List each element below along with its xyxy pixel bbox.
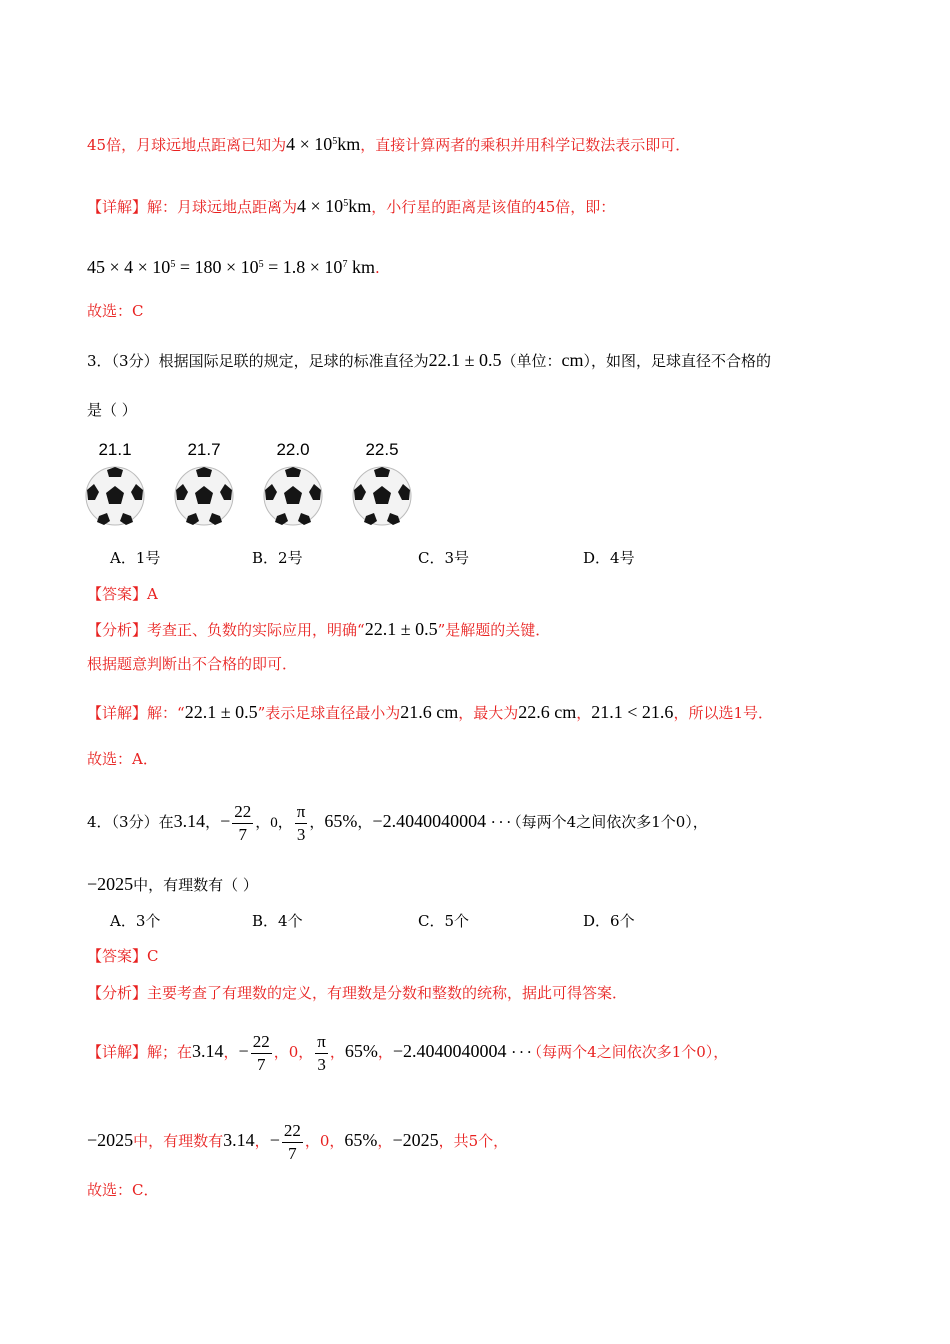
q4-option-b: B．4个 xyxy=(252,912,303,930)
q4-choose: 故选：C． xyxy=(87,1181,159,1199)
q3-option-a: A．1号 xyxy=(110,549,161,567)
ball-label-4: 22.5 xyxy=(365,440,399,459)
q3-choose: 故选：A． xyxy=(87,750,158,768)
fraction-22-7: $\frac{22}{7}$ xyxy=(252,1031,270,1074)
q3-option-d: D．4号 xyxy=(583,549,635,567)
fraction-pi-3: $\frac{\pi}{3}$ xyxy=(296,801,306,844)
q4-option-d: D．6个 xyxy=(583,912,635,930)
q3-analysis: 【分析】考查正、负数的实际应用，明确“22.1 ± 0.5”是解题的关键． xyxy=(87,619,551,639)
q4-option-c: C．5个 xyxy=(418,912,470,930)
fraction-pi-3: $\frac{\pi}{3}$ xyxy=(317,1031,326,1074)
q3-option-c: C．3号 xyxy=(418,549,470,567)
q4-detail-line1: 【详解】解；在3.14，− $\frac{22}{7}$ ，0， $\frac{\pi}{3}$ ，65%，−2.4040040004 ···（每两个4之间依次多1个0）， xyxy=(87,1031,729,1074)
q3-option-b: B．2号 xyxy=(252,549,303,567)
q4-stem-line2: −2025中，有理数有（ ） xyxy=(87,874,258,894)
ball-label-3: 22.0 xyxy=(276,440,310,459)
q4-analysis: 【分析】主要考查了有理数的定义，有理数是分数和整数的统称，据此可得答案． xyxy=(87,984,628,1002)
prev-calc-line: $45 \times 4 \times 10^5 = 180 \times 10^5 = 1.8 \times 10^7$ km. xyxy=(87,257,380,277)
q3-detail: 【详解】解：“22.1 ± 0.5”表示足球直径最小为21.6 cm，最大为22.6 cm，21.1 < 21.6，所以选1号． xyxy=(87,702,773,722)
prev-detail-line: 【详解】解：月球远地点距离为$4 \times 10^5km$，小行星的距离是该值的45倍，即： xyxy=(87,196,616,216)
soccer-ball-image-1 xyxy=(85,466,145,526)
ball-label-1: 21.1 xyxy=(98,440,132,459)
prev-analysis-line: 45倍，月球远地点距离已知为$4 \times 10^5km$，直接计算两者的乘积并用科学记数法表示即可． xyxy=(87,134,691,154)
q3-stem-line2: 是（ ） xyxy=(87,401,137,419)
q4-answer: 【答案】C xyxy=(87,947,159,965)
q4-stem-line1: 4．（3分）在3.14，− $\frac{22}{7}$ ，0， $\frac{\pi}{3}$ ，65%，−2.4040040004 ···（每两个4之间依次多1个0）， xyxy=(87,801,708,844)
q3-analysis-2: 根据题意判断出不合格的即可． xyxy=(87,655,298,673)
fraction-22-7: $\frac{22}{7}$ xyxy=(283,1120,301,1163)
ball-label-2: 21.7 xyxy=(187,440,221,459)
q3-answer: 【答案】A xyxy=(87,585,158,603)
soccer-ball-image-4 xyxy=(352,466,412,526)
q4-option-a: A．3个 xyxy=(110,912,161,930)
soccer-ball-image-3 xyxy=(263,466,323,526)
q3-stem-line1: 3．（3分）根据国际足联的规定，足球的标准直径为22.1 ± 0.5（单位：cm），如图，足球直径不合格的 xyxy=(87,350,772,370)
prev-choose: 故选：C xyxy=(87,302,144,320)
q4-detail-line2: −2025中，有理数有3.14，− $\frac{22}{7}$ ，0，65%，−2025，共5个， xyxy=(87,1120,509,1163)
soccer-ball-image-2 xyxy=(174,466,234,526)
fraction-22-7: $\frac{22}{7}$ xyxy=(234,801,252,844)
